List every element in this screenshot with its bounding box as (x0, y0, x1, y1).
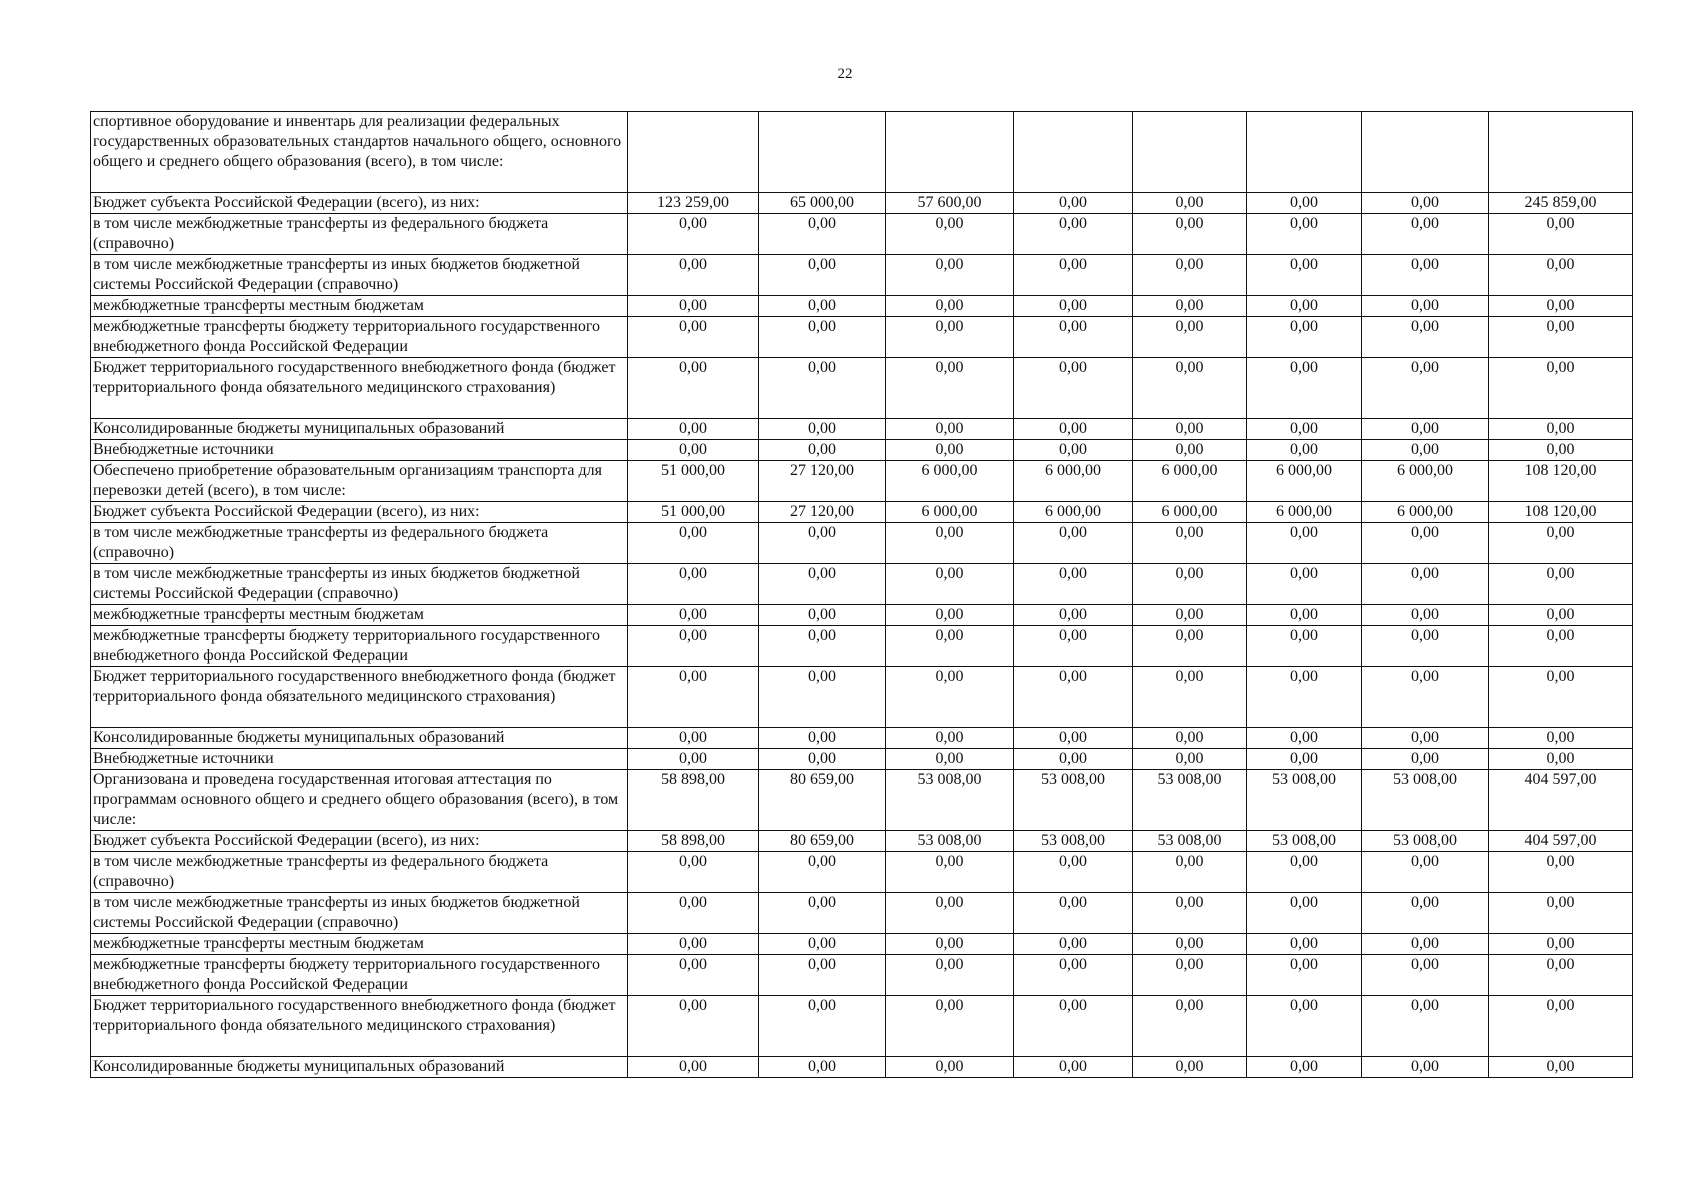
cell-value: 0,00 (1489, 728, 1633, 749)
cell-value: 0,00 (1014, 667, 1133, 728)
cell-value: 0,00 (1247, 893, 1362, 934)
cell-value: 0,00 (759, 667, 886, 728)
row-label: Внебюджетные источники (91, 440, 628, 461)
row-label: Внебюджетные источники (91, 749, 628, 770)
cell-value: 0,00 (759, 1057, 886, 1078)
cell-value: 0,00 (628, 626, 759, 667)
cell-value: 0,00 (628, 440, 759, 461)
cell-value: 0,00 (1489, 605, 1633, 626)
table-row (91, 358, 1633, 419)
row-label: межбюджетные трансферты местным бюджетам (91, 934, 628, 955)
table-row (91, 996, 1633, 1057)
cell-value: 0,00 (1362, 358, 1489, 419)
cell-value: 0,00 (1014, 728, 1133, 749)
cell-value: 0,00 (1247, 852, 1362, 893)
cell-value: 0,00 (628, 523, 759, 564)
cell-value: 0,00 (1489, 317, 1633, 358)
cell-value: 0,00 (1489, 419, 1633, 440)
cell-value: 0,00 (628, 255, 759, 296)
cell-value: 0,00 (628, 893, 759, 934)
cell-value: 0,00 (1247, 523, 1362, 564)
table-row (91, 1057, 1633, 1078)
cell-value: 0,00 (1247, 667, 1362, 728)
cell-value: 0,00 (759, 255, 886, 296)
cell-value: 0,00 (1362, 255, 1489, 296)
cell-value: 0,00 (1247, 317, 1362, 358)
cell-value: 51 000,00 (628, 461, 759, 502)
cell-value: 0,00 (1014, 996, 1133, 1057)
cell-value: 0,00 (1247, 1057, 1362, 1078)
cell-value: 0,00 (1133, 523, 1247, 564)
cell-value: 0,00 (886, 296, 1014, 317)
row-label: межбюджетные трансферты бюджету территориального государственного внебюджетного фонда Российской Федерации (91, 317, 628, 358)
cell-value: 0,00 (1489, 255, 1633, 296)
cell-value: 0,00 (886, 667, 1014, 728)
cell-value: 0,00 (1247, 564, 1362, 605)
cell-value: 0,00 (1362, 440, 1489, 461)
cell-value: 0,00 (886, 605, 1014, 626)
cell-value: 0,00 (1014, 214, 1133, 255)
cell-value: 0,00 (1014, 255, 1133, 296)
cell-value: 53 008,00 (1014, 770, 1133, 831)
table-row (91, 770, 1633, 831)
cell-value: 0,00 (1362, 749, 1489, 770)
cell-value: 0,00 (1489, 1057, 1633, 1078)
table-row (91, 667, 1633, 728)
cell-value: 53 008,00 (1014, 831, 1133, 852)
cell-value: 0,00 (759, 317, 886, 358)
cell-value: 0,00 (1362, 1057, 1489, 1078)
cell-value: 0,00 (886, 440, 1014, 461)
cell-value: 0,00 (1247, 419, 1362, 440)
row-label: Бюджет субъекта Российской Федерации (всего), из них: (91, 831, 628, 852)
cell-value: 0,00 (759, 749, 886, 770)
cell-value: 0,00 (759, 852, 886, 893)
row-label: в том числе межбюджетные трансферты из иных бюджетов бюджетной системы Российской Федерации (справочно) (91, 564, 628, 605)
cell-value: 0,00 (1014, 893, 1133, 934)
cell-value: 0,00 (1014, 193, 1133, 214)
cell-value: 0,00 (1014, 564, 1133, 605)
cell-value: 0,00 (1133, 1057, 1247, 1078)
row-label: спортивное оборудование и инвентарь для реализации федеральных государственных образовательных стандартов начального общего, основного общего и среднего общего образования (всего), в том числе: (91, 112, 628, 193)
cell-value (1014, 112, 1133, 193)
cell-value: 0,00 (628, 358, 759, 419)
cell-value: 0,00 (886, 564, 1014, 605)
cell-value: 0,00 (1133, 255, 1247, 296)
cell-value: 0,00 (1014, 934, 1133, 955)
cell-value: 0,00 (1362, 934, 1489, 955)
cell-value: 0,00 (628, 605, 759, 626)
cell-value: 0,00 (759, 523, 886, 564)
cell-value: 123 259,00 (628, 193, 759, 214)
cell-value: 0,00 (759, 296, 886, 317)
cell-value: 0,00 (1014, 749, 1133, 770)
cell-value: 0,00 (759, 893, 886, 934)
cell-value: 0,00 (1133, 296, 1247, 317)
cell-value: 0,00 (1489, 296, 1633, 317)
row-label: Бюджет территориального государственного внебюджетного фонда (бюджет территориального фонда обязательного медицинского страхования) (91, 667, 628, 728)
cell-value: 53 008,00 (1133, 831, 1247, 852)
cell-value: 0,00 (1247, 605, 1362, 626)
cell-value: 0,00 (1247, 296, 1362, 317)
cell-value: 0,00 (886, 728, 1014, 749)
cell-value (1247, 112, 1362, 193)
cell-value: 0,00 (628, 749, 759, 770)
cell-value: 0,00 (886, 317, 1014, 358)
cell-value: 0,00 (1133, 419, 1247, 440)
page-number: 22 (837, 66, 853, 82)
cell-value: 0,00 (1014, 440, 1133, 461)
cell-value: 0,00 (1133, 728, 1247, 749)
row-label: Бюджет субъекта Российской Федерации (всего), из них: (91, 193, 628, 214)
cell-value: 0,00 (1362, 626, 1489, 667)
cell-value: 0,00 (1489, 852, 1633, 893)
cell-value: 0,00 (628, 667, 759, 728)
row-label: в том числе межбюджетные трансферты из федерального бюджета (справочно) (91, 852, 628, 893)
cell-value: 0,00 (1489, 214, 1633, 255)
cell-value: 0,00 (1362, 193, 1489, 214)
row-label: Консолидированные бюджеты муниципальных образований (91, 419, 628, 440)
cell-value: 0,00 (886, 419, 1014, 440)
cell-value: 0,00 (628, 419, 759, 440)
cell-value: 0,00 (759, 419, 886, 440)
cell-value: 6 000,00 (886, 461, 1014, 502)
cell-value: 53 008,00 (1247, 831, 1362, 852)
table-row (91, 214, 1633, 255)
cell-value: 27 120,00 (759, 461, 886, 502)
table-row (91, 112, 1633, 193)
cell-value: 0,00 (1247, 440, 1362, 461)
row-label: Консолидированные бюджеты муниципальных образований (91, 1057, 628, 1078)
cell-value: 0,00 (1489, 996, 1633, 1057)
cell-value: 0,00 (1247, 358, 1362, 419)
table-row (91, 749, 1633, 770)
cell-value: 0,00 (1014, 955, 1133, 996)
cell-value: 0,00 (1489, 626, 1633, 667)
cell-value: 0,00 (1247, 749, 1362, 770)
table-row (91, 605, 1633, 626)
cell-value: 404 597,00 (1489, 831, 1633, 852)
cell-value: 0,00 (1362, 728, 1489, 749)
cell-value: 0,00 (759, 440, 886, 461)
cell-value: 0,00 (1014, 605, 1133, 626)
row-label: Консолидированные бюджеты муниципальных образований (91, 728, 628, 749)
cell-value: 80 659,00 (759, 831, 886, 852)
cell-value: 108 120,00 (1489, 461, 1633, 502)
cell-value: 0,00 (628, 996, 759, 1057)
cell-value: 245 859,00 (1489, 193, 1633, 214)
cell-value: 0,00 (1133, 934, 1247, 955)
cell-value: 0,00 (1014, 852, 1133, 893)
cell-value: 53 008,00 (886, 770, 1014, 831)
cell-value: 0,00 (886, 358, 1014, 419)
cell-value: 0,00 (1247, 728, 1362, 749)
cell-value: 0,00 (1014, 317, 1133, 358)
row-label: межбюджетные трансферты бюджету территориального государственного внебюджетного фонда Российской Федерации (91, 626, 628, 667)
row-label: в том числе межбюджетные трансферты из иных бюджетов бюджетной системы Российской Федерации (справочно) (91, 893, 628, 934)
cell-value: 0,00 (628, 955, 759, 996)
cell-value: 6 000,00 (1014, 461, 1133, 502)
row-label: Организована и проведена государственная итоговая аттестация по программам основного общего и среднего общего образования (всего), в том числе: (91, 770, 628, 831)
cell-value: 80 659,00 (759, 770, 886, 831)
budget-table (90, 111, 1633, 1078)
cell-value: 27 120,00 (759, 502, 886, 523)
table-body (91, 112, 1633, 1078)
cell-value: 58 898,00 (628, 831, 759, 852)
cell-value: 0,00 (886, 934, 1014, 955)
cell-value: 0,00 (759, 626, 886, 667)
cell-value: 0,00 (759, 728, 886, 749)
cell-value: 0,00 (886, 214, 1014, 255)
table-row (91, 523, 1633, 564)
cell-value: 0,00 (1362, 523, 1489, 564)
row-label: в том числе межбюджетные трансферты из иных бюджетов бюджетной системы Российской Федерации (справочно) (91, 255, 628, 296)
row-label: межбюджетные трансферты бюджету территориального государственного внебюджетного фонда Российской Федерации (91, 955, 628, 996)
cell-value: 0,00 (1362, 419, 1489, 440)
cell-value: 0,00 (886, 852, 1014, 893)
cell-value: 0,00 (759, 214, 886, 255)
cell-value: 0,00 (886, 955, 1014, 996)
cell-value: 0,00 (628, 1057, 759, 1078)
cell-value (1133, 112, 1247, 193)
cell-value: 0,00 (886, 255, 1014, 296)
cell-value: 0,00 (1014, 419, 1133, 440)
cell-value: 0,00 (628, 852, 759, 893)
cell-value: 0,00 (1247, 934, 1362, 955)
cell-value: 0,00 (1247, 255, 1362, 296)
cell-value: 0,00 (1133, 358, 1247, 419)
cell-value: 6 000,00 (1362, 461, 1489, 502)
cell-value: 0,00 (1489, 564, 1633, 605)
cell-value: 6 000,00 (1247, 502, 1362, 523)
cell-value: 0,00 (886, 1057, 1014, 1078)
row-label: Бюджет территориального государственного внебюджетного фонда (бюджет территориального фонда обязательного медицинского страхования) (91, 996, 628, 1057)
cell-value: 53 008,00 (1247, 770, 1362, 831)
cell-value: 0,00 (1362, 667, 1489, 728)
cell-value: 0,00 (1133, 317, 1247, 358)
cell-value: 0,00 (886, 523, 1014, 564)
cell-value: 0,00 (759, 955, 886, 996)
cell-value: 0,00 (1133, 955, 1247, 996)
cell-value: 0,00 (628, 296, 759, 317)
cell-value: 0,00 (1489, 893, 1633, 934)
cell-value: 0,00 (1362, 955, 1489, 996)
cell-value: 0,00 (1489, 523, 1633, 564)
cell-value: 58 898,00 (628, 770, 759, 831)
cell-value: 0,00 (1489, 749, 1633, 770)
table-row (91, 893, 1633, 934)
table-row (91, 831, 1633, 852)
cell-value: 0,00 (1489, 440, 1633, 461)
cell-value: 108 120,00 (1489, 502, 1633, 523)
cell-value: 6 000,00 (1133, 461, 1247, 502)
cell-value: 0,00 (628, 728, 759, 749)
cell-value: 0,00 (1362, 296, 1489, 317)
table-row (91, 440, 1633, 461)
cell-value (628, 112, 759, 193)
table-row (91, 852, 1633, 893)
cell-value: 0,00 (1133, 749, 1247, 770)
row-label: межбюджетные трансферты местным бюджетам (91, 296, 628, 317)
cell-value: 0,00 (886, 626, 1014, 667)
cell-value: 6 000,00 (1133, 502, 1247, 523)
row-label: межбюджетные трансферты местным бюджетам (91, 605, 628, 626)
cell-value: 0,00 (759, 934, 886, 955)
cell-value (1489, 112, 1633, 193)
cell-value: 0,00 (1133, 193, 1247, 214)
cell-value: 0,00 (1247, 996, 1362, 1057)
cell-value: 53 008,00 (886, 831, 1014, 852)
cell-value: 0,00 (1133, 605, 1247, 626)
table-row (91, 296, 1633, 317)
cell-value: 0,00 (1362, 564, 1489, 605)
cell-value: 0,00 (886, 893, 1014, 934)
cell-value: 53 008,00 (1362, 831, 1489, 852)
cell-value: 53 008,00 (1362, 770, 1489, 831)
table-row (91, 934, 1633, 955)
cell-value: 6 000,00 (886, 502, 1014, 523)
row-label: Бюджет субъекта Российской Федерации (всего), из них: (91, 502, 628, 523)
cell-value: 0,00 (1489, 358, 1633, 419)
cell-value: 0,00 (1362, 214, 1489, 255)
cell-value: 6 000,00 (1014, 502, 1133, 523)
row-label: Бюджет территориального государственного внебюджетного фонда (бюджет территориального фонда обязательного медицинского страхования) (91, 358, 628, 419)
cell-value: 0,00 (759, 564, 886, 605)
cell-value: 0,00 (1133, 214, 1247, 255)
row-label: в том числе межбюджетные трансферты из федерального бюджета (справочно) (91, 523, 628, 564)
cell-value: 0,00 (1247, 193, 1362, 214)
cell-value: 0,00 (1133, 626, 1247, 667)
cell-value: 51 000,00 (628, 502, 759, 523)
cell-value: 0,00 (1133, 996, 1247, 1057)
cell-value (886, 112, 1014, 193)
cell-value: 0,00 (628, 564, 759, 605)
cell-value: 0,00 (1133, 852, 1247, 893)
cell-value: 0,00 (1489, 667, 1633, 728)
cell-value: 0,00 (628, 317, 759, 358)
cell-value: 0,00 (628, 934, 759, 955)
table-row (91, 255, 1633, 296)
table-row (91, 317, 1633, 358)
cell-value: 0,00 (1362, 893, 1489, 934)
cell-value: 0,00 (1014, 626, 1133, 667)
cell-value: 0,00 (1489, 934, 1633, 955)
cell-value: 6 000,00 (1362, 502, 1489, 523)
cell-value: 57 600,00 (886, 193, 1014, 214)
cell-value: 0,00 (759, 358, 886, 419)
cell-value: 0,00 (1014, 358, 1133, 419)
table-row (91, 955, 1633, 996)
cell-value: 0,00 (886, 996, 1014, 1057)
cell-value: 0,00 (1362, 996, 1489, 1057)
cell-value: 0,00 (1247, 955, 1362, 996)
cell-value: 0,00 (759, 605, 886, 626)
cell-value: 0,00 (1362, 852, 1489, 893)
cell-value: 0,00 (1133, 893, 1247, 934)
cell-value (1362, 112, 1489, 193)
cell-value: 0,00 (1133, 667, 1247, 728)
cell-value: 0,00 (1247, 626, 1362, 667)
cell-value: 0,00 (1014, 1057, 1133, 1078)
cell-value: 0,00 (1014, 296, 1133, 317)
table-row (91, 419, 1633, 440)
cell-value: 0,00 (886, 749, 1014, 770)
cell-value: 0,00 (628, 214, 759, 255)
table-row (91, 461, 1633, 502)
row-label: в том числе межбюджетные трансферты из федерального бюджета (справочно) (91, 214, 628, 255)
cell-value (759, 112, 886, 193)
cell-value: 0,00 (1362, 317, 1489, 358)
table-row (91, 193, 1633, 214)
cell-value: 0,00 (1133, 564, 1247, 605)
table-row (91, 502, 1633, 523)
cell-value: 0,00 (1247, 214, 1362, 255)
cell-value: 404 597,00 (1489, 770, 1633, 831)
cell-value: 0,00 (1489, 955, 1633, 996)
cell-value: 6 000,00 (1247, 461, 1362, 502)
cell-value: 0,00 (1362, 605, 1489, 626)
row-label: Обеспечено приобретение образовательным организациям транспорта для перевозки детей (всего), в том числе: (91, 461, 628, 502)
table-row (91, 728, 1633, 749)
cell-value: 65 000,00 (759, 193, 886, 214)
cell-value: 0,00 (1014, 523, 1133, 564)
cell-value: 53 008,00 (1133, 770, 1247, 831)
table-row (91, 626, 1633, 667)
cell-value: 0,00 (1133, 440, 1247, 461)
table-row (91, 564, 1633, 605)
cell-value: 0,00 (759, 996, 886, 1057)
